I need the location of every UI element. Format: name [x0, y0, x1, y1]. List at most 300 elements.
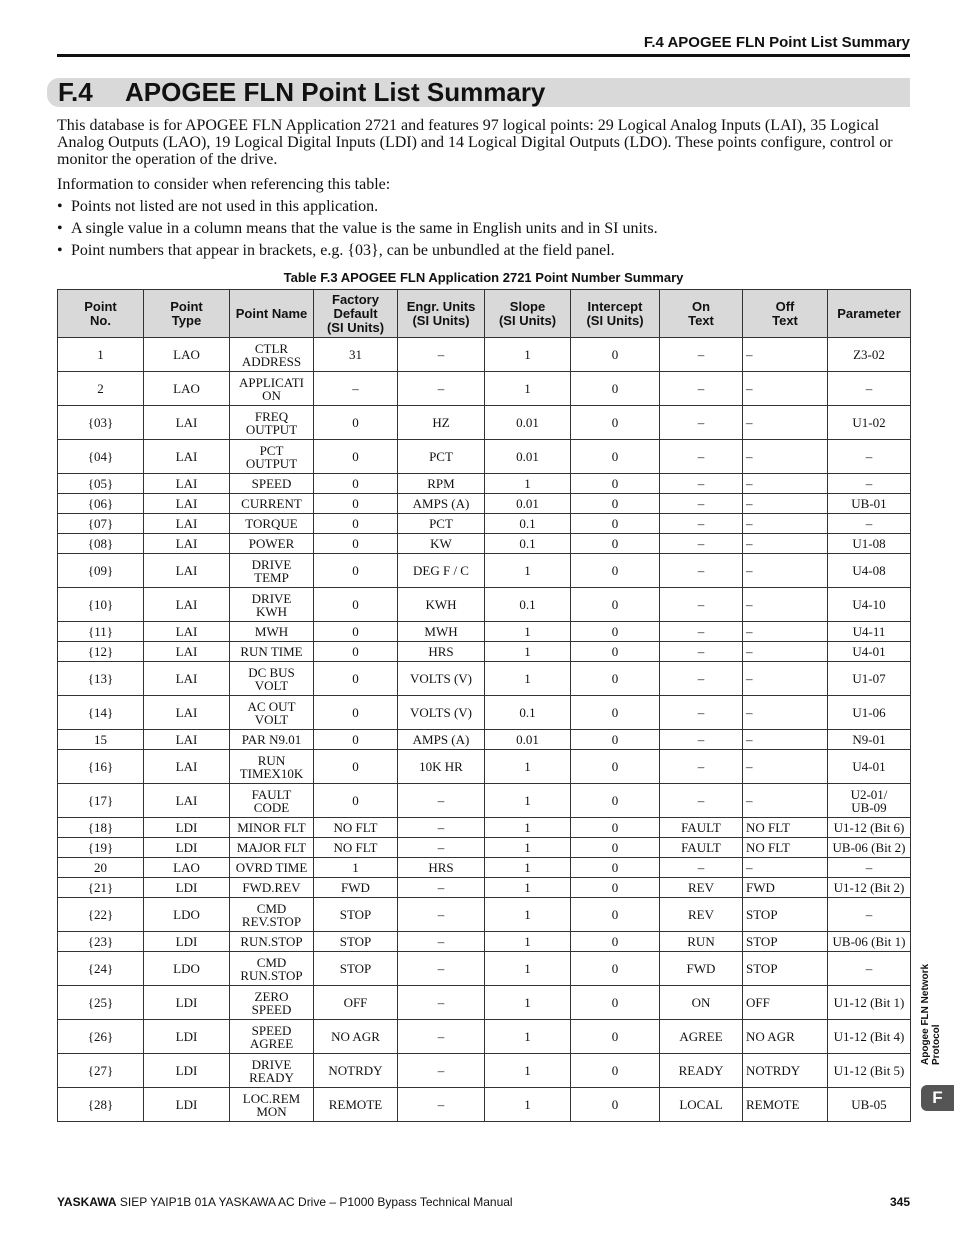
table-cell: NO AGR: [314, 1020, 398, 1054]
table-cell: 0.01: [485, 440, 571, 474]
table-cell: –: [743, 662, 828, 696]
table-cell: U1-12 (Bit 5): [828, 1054, 911, 1088]
table-cell: [230, 986, 314, 1020]
table-cell: 0: [571, 494, 660, 514]
table-cell: –: [398, 878, 485, 898]
table-cell: LAI: [144, 784, 230, 818]
table-row: [58, 588, 911, 622]
table-cell-line: DRIVE: [251, 590, 292, 606]
column-header-line: Factory: [332, 291, 379, 307]
side-tab-line: Protocol: [931, 1024, 942, 1065]
bullet-text: Points not listed are not used in this application.: [71, 198, 379, 215]
table-cell: MINOR FLT: [230, 818, 314, 838]
column-header-line: Text: [772, 312, 798, 328]
table-cell: –: [743, 730, 828, 750]
table-cell: 0: [571, 406, 660, 440]
table-cell: –: [743, 696, 828, 730]
table-row: [58, 730, 911, 750]
table-cell-line: REV.STOP: [241, 913, 302, 929]
table-cell: 0: [571, 730, 660, 750]
table-cell: {17}: [58, 784, 144, 818]
table-cell: –: [398, 932, 485, 952]
table-row: [58, 440, 911, 474]
table-cell-line: CMD: [256, 954, 287, 970]
table-cell: {06}: [58, 494, 144, 514]
column-header-line: Intercept: [587, 298, 643, 314]
table-cell: –: [660, 514, 743, 534]
table-cell: LAI: [144, 440, 230, 474]
table-cell: 2: [58, 372, 144, 406]
table-cell: U1-06: [828, 696, 911, 730]
table-cell: LDO: [144, 952, 230, 986]
table-cell: NO FLT: [314, 818, 398, 838]
table-cell: 1: [485, 952, 571, 986]
table-cell: 1: [485, 642, 571, 662]
table-cell: –: [660, 588, 743, 622]
table-cell: 0: [571, 1020, 660, 1054]
table-cell: LAI: [144, 730, 230, 750]
table-cell: –: [828, 474, 911, 494]
table-cell: 0.01: [485, 730, 571, 750]
table-cell: {22}: [58, 898, 144, 932]
table-row: [58, 952, 911, 986]
table-cell-line: VOLT: [254, 677, 289, 693]
table-cell: [230, 440, 314, 474]
table-cell: –: [743, 622, 828, 642]
table-cell: {24}: [58, 952, 144, 986]
table-cell: 1: [485, 1054, 571, 1088]
table-row: [58, 662, 911, 696]
table-cell: –: [398, 1020, 485, 1054]
table-cell: –: [398, 986, 485, 1020]
table-cell: –: [828, 952, 911, 986]
table-cell: 0.1: [485, 696, 571, 730]
table-cell: –: [660, 372, 743, 406]
table-cell: 0: [571, 858, 660, 878]
table-cell: [230, 784, 314, 818]
table-cell: 0.01: [485, 406, 571, 440]
table-cell-line: TEMP: [254, 569, 289, 585]
column-header-line: Default: [333, 305, 378, 321]
table-cell: –: [743, 474, 828, 494]
table-cell-line: VOLT: [254, 711, 289, 727]
table-row: [58, 622, 911, 642]
info-line: Information to consider when referencing this table:: [57, 176, 391, 193]
table-cell: NO FLT: [743, 818, 828, 838]
column-header-line: On: [691, 298, 711, 314]
table-cell: 0: [314, 440, 398, 474]
table-cell: LDI: [144, 838, 230, 858]
table-cell: U1-02: [828, 406, 911, 440]
column-header-line: Off: [775, 298, 795, 314]
table-cell: –: [314, 372, 398, 406]
table-cell: NO AGR: [743, 1020, 828, 1054]
table-cell: LAI: [144, 494, 230, 514]
table-cell: 1: [485, 878, 571, 898]
table-cell: {18}: [58, 818, 144, 838]
table-cell: 1: [485, 750, 571, 784]
table-cell: 0: [314, 730, 398, 750]
table-cell: 0: [571, 986, 660, 1020]
table-cell: –: [743, 534, 828, 554]
table-cell: FWD.REV: [230, 878, 314, 898]
table-cell: 1: [485, 818, 571, 838]
table-cell: {05}: [58, 474, 144, 494]
table-cell: –: [743, 494, 828, 514]
table-cell: U4-11: [828, 622, 911, 642]
table-cell: OFF: [743, 986, 828, 1020]
table-cell: STOP: [743, 932, 828, 952]
table-cell: CURRENT: [230, 494, 314, 514]
section-title-text: APOGEE FLN Point List Summary: [125, 77, 546, 107]
table-cell: LDI: [144, 1088, 230, 1122]
table-cell: LOCAL: [660, 1088, 743, 1122]
table-cell-line: PCT: [259, 442, 284, 458]
table-row: [58, 696, 911, 730]
table-cell: –: [743, 372, 828, 406]
table-cell: 1: [485, 554, 571, 588]
table-cell: VOLTS (V): [398, 662, 485, 696]
section-title: [58, 76, 545, 108]
table-cell: LDI: [144, 1020, 230, 1054]
table-cell: 0: [571, 952, 660, 986]
table-cell: {07}: [58, 514, 144, 534]
table-cell: AMPS (A): [398, 730, 485, 750]
table-cell: 0: [571, 474, 660, 494]
table-cell: 0: [314, 642, 398, 662]
table-row: [58, 406, 911, 440]
table-cell: LAI: [144, 588, 230, 622]
table-cell: UB-01: [828, 494, 911, 514]
table-cell: {25}: [58, 986, 144, 1020]
table-cell-line: ZERO: [254, 988, 289, 1004]
table-cell: LAI: [144, 696, 230, 730]
table-caption: Table F.3 APOGEE FLN Application 2721 Point Number Summary: [283, 270, 684, 285]
table-cell: –: [660, 750, 743, 784]
table-cell: REV: [660, 878, 743, 898]
table-cell: LDI: [144, 818, 230, 838]
bullet-item: [57, 220, 658, 238]
table-cell: N9-01: [828, 730, 911, 750]
table-row: [58, 642, 911, 662]
table-cell: {13}: [58, 662, 144, 696]
table-cell: FWD: [314, 878, 398, 898]
table-cell-line: CMD: [256, 900, 287, 916]
table-cell: 0: [314, 622, 398, 642]
table-cell: 0: [314, 406, 398, 440]
table-cell: REMOTE: [314, 1088, 398, 1122]
table-cell: –: [398, 784, 485, 818]
table-cell: LAI: [144, 554, 230, 588]
intro-paragraph: This database is for APOGEE FLN Application 2721 and features 97 logical points: 29 Logical Analog Inputs (LAI), 35 Logical Analog Outputs (LAO), 19 Logical Digital Inputs (LDI) and 14 Logical Digital Outputs (LDO). These points configure, control or monitor the operation of the drive.: [57, 117, 893, 168]
table-cell: 31: [314, 338, 398, 372]
table-cell: {09}: [58, 554, 144, 588]
bullet-symbol: •: [57, 242, 63, 259]
table-cell: LAI: [144, 622, 230, 642]
table-cell: [230, 406, 314, 440]
table-body: [58, 338, 911, 1122]
page-number: 345: [889, 1195, 910, 1209]
table-row: [58, 818, 911, 838]
table-cell: –: [828, 372, 911, 406]
table-cell: [230, 372, 314, 406]
column-header-line: Point: [84, 298, 117, 314]
table-cell: [230, 662, 314, 696]
table-cell: LAO: [144, 338, 230, 372]
table-cell: 1: [485, 858, 571, 878]
column-header-line: (SI Units): [586, 312, 644, 328]
table-cell: PCT: [398, 440, 485, 474]
table-cell: –: [660, 406, 743, 440]
table-cell: {21}: [58, 878, 144, 898]
table-cell: –: [660, 474, 743, 494]
table-cell: 1: [485, 1020, 571, 1054]
table-cell: UB-06 (Bit 2): [828, 838, 911, 858]
table-cell: {03}: [58, 406, 144, 440]
table-cell-line: DC BUS: [248, 664, 295, 680]
table-cell: 0.1: [485, 534, 571, 554]
table-cell: AMPS (A): [398, 494, 485, 514]
table-cell: –: [743, 554, 828, 588]
bullet-symbol: •: [57, 198, 63, 215]
table-cell: 0: [314, 514, 398, 534]
table-cell: KWH: [398, 588, 485, 622]
table-cell: –: [743, 858, 828, 878]
table-cell-line: SPEED: [251, 1022, 292, 1038]
table-cell: 0: [314, 750, 398, 784]
table-cell: LAI: [144, 750, 230, 784]
table-cell: {10}: [58, 588, 144, 622]
column-header-line: Point: [170, 298, 203, 314]
table-cell: [230, 696, 314, 730]
table-cell-line: MON: [256, 1103, 287, 1119]
table-row: [58, 932, 911, 952]
table-cell: –: [743, 514, 828, 534]
table-cell: –: [398, 372, 485, 406]
table-cell-line: AC OUT: [247, 698, 296, 714]
table-cell: [230, 588, 314, 622]
table-cell: LAO: [144, 858, 230, 878]
table-cell: 0.1: [485, 514, 571, 534]
table-cell: LAI: [144, 474, 230, 494]
table-cell: STOP: [314, 952, 398, 986]
table-cell: LAO: [144, 372, 230, 406]
table-cell: 0: [314, 474, 398, 494]
table-cell-line: KWH: [255, 603, 288, 619]
table-cell: KW: [398, 534, 485, 554]
table-cell: [828, 784, 911, 818]
table-cell: {23}: [58, 932, 144, 952]
column-header: [743, 290, 828, 338]
table-cell: STOP: [743, 898, 828, 932]
table-cell: 0: [571, 784, 660, 818]
table-cell-line: OUTPUT: [245, 455, 298, 471]
table-cell: LAI: [144, 406, 230, 440]
table-cell: –: [660, 534, 743, 554]
table-cell: {19}: [58, 838, 144, 858]
table-cell: 1: [485, 784, 571, 818]
table-cell: STOP: [314, 932, 398, 952]
table-cell: 1: [485, 622, 571, 642]
table-cell: NOTRDY: [743, 1054, 828, 1088]
table-row: [58, 372, 911, 406]
table-cell: 1: [485, 1088, 571, 1122]
column-header: [828, 290, 911, 338]
table-cell: FAULT: [660, 838, 743, 858]
table-cell: –: [743, 406, 828, 440]
table-cell: LDI: [144, 986, 230, 1020]
bullet-symbol: •: [57, 220, 63, 237]
table-cell: 0: [571, 696, 660, 730]
table-cell: 0: [571, 642, 660, 662]
table-cell: LAI: [144, 662, 230, 696]
table-cell: LAI: [144, 642, 230, 662]
table-cell: 0: [314, 534, 398, 554]
column-header: [398, 290, 485, 338]
table-cell: –: [660, 730, 743, 750]
bullet-text: Point numbers that appear in brackets, e.g. {03}, can be unbundled at the field panel.: [71, 242, 615, 259]
table-cell: FWD: [743, 878, 828, 898]
table-cell: 0: [571, 1054, 660, 1088]
table-cell: VOLTS (V): [398, 696, 485, 730]
table-cell: –: [660, 642, 743, 662]
table-cell-line: TIMEX10K: [239, 765, 304, 781]
table-cell: SPEED: [230, 474, 314, 494]
table-row: [58, 554, 911, 588]
table-cell: {11}: [58, 622, 144, 642]
table-cell: –: [660, 440, 743, 474]
table-cell: {27}: [58, 1054, 144, 1088]
table-cell: OVRD TIME: [230, 858, 314, 878]
table-cell: NOTRDY: [314, 1054, 398, 1088]
table-cell: 0.1: [485, 588, 571, 622]
table-cell: MWH: [230, 622, 314, 642]
column-header: [230, 290, 314, 338]
table-cell: 10K HR: [398, 750, 485, 784]
table-cell: 0: [571, 514, 660, 534]
table-row: [58, 838, 911, 858]
table-cell: [230, 1088, 314, 1122]
footer-text: [57, 1195, 513, 1209]
running-header: F.4 APOGEE FLN Point List Summary: [643, 34, 910, 51]
table-cell: 1: [485, 898, 571, 932]
table-cell: LDI: [144, 932, 230, 952]
table-cell: 1: [485, 338, 571, 372]
table-cell: 0: [571, 534, 660, 554]
table-cell: UB-05: [828, 1088, 911, 1122]
table-cell: [230, 898, 314, 932]
table-cell: –: [398, 1088, 485, 1122]
table-cell: RPM: [398, 474, 485, 494]
table-cell: POWER: [230, 534, 314, 554]
column-header-line: Type: [171, 312, 202, 328]
table-cell-line: FAULT: [251, 786, 292, 802]
table-cell-line: SPEED: [251, 1001, 292, 1017]
table-row: [58, 1020, 911, 1054]
column-header-line: Slope: [509, 298, 546, 314]
column-header-line: No.: [90, 312, 111, 328]
table-cell: –: [660, 662, 743, 696]
table-cell: 0: [571, 662, 660, 696]
table-cell-line: CTLR: [254, 340, 289, 356]
table-cell: {16}: [58, 750, 144, 784]
table-cell-line: LOC.REM: [242, 1090, 301, 1106]
table-cell-line: CODE: [253, 799, 290, 815]
table-cell: OFF: [314, 986, 398, 1020]
table-cell: NO FLT: [314, 838, 398, 858]
table-cell: U1-12 (Bit 2): [828, 878, 911, 898]
table-cell-line: READY: [249, 1069, 294, 1085]
table-cell-line: DRIVE: [251, 556, 292, 572]
table-cell: –: [743, 642, 828, 662]
table-cell: 1: [485, 838, 571, 858]
table-cell: {28}: [58, 1088, 144, 1122]
table-cell: [230, 750, 314, 784]
side-tab-label: [920, 963, 942, 1065]
table-cell: 1: [58, 338, 144, 372]
table-cell: LDI: [144, 878, 230, 898]
table-cell-line: AGREE: [249, 1035, 294, 1051]
table-cell: {04}: [58, 440, 144, 474]
table-cell: MWH: [398, 622, 485, 642]
table-cell: TORQUE: [230, 514, 314, 534]
table-cell: MAJOR FLT: [230, 838, 314, 858]
table-cell-line: RUN.STOP: [240, 967, 303, 983]
table-cell: RUN TIME: [230, 642, 314, 662]
table-cell-line: U2-01/: [850, 786, 888, 802]
table-cell: PCT: [398, 514, 485, 534]
table-cell-line: UB-09: [851, 799, 887, 815]
table-cell: –: [398, 818, 485, 838]
table-cell: 0: [571, 932, 660, 952]
table-row: [58, 534, 911, 554]
table-cell: –: [398, 338, 485, 372]
table-cell: AGREE: [660, 1020, 743, 1054]
table-cell: 1: [485, 932, 571, 952]
column-header-line: Parameter: [837, 305, 901, 321]
table-row: [58, 514, 911, 534]
table-cell: LAI: [144, 514, 230, 534]
table-row: [58, 878, 911, 898]
table-cell: 0: [571, 622, 660, 642]
table-cell: U4-08: [828, 554, 911, 588]
table-row: [58, 986, 911, 1020]
table-cell: –: [398, 838, 485, 858]
table-cell: RUN: [660, 932, 743, 952]
table-cell: HRS: [398, 858, 485, 878]
table-cell: U1-12 (Bit 6): [828, 818, 911, 838]
table-cell: PAR N9.01: [230, 730, 314, 750]
table-cell: 0: [571, 440, 660, 474]
table-cell: –: [660, 858, 743, 878]
column-header-line: Point Name: [235, 305, 308, 321]
table-cell: RUN.STOP: [230, 932, 314, 952]
table-cell: –: [828, 514, 911, 534]
table-cell: 0: [314, 588, 398, 622]
table-cell: –: [743, 750, 828, 784]
table-cell: U1-12 (Bit 1): [828, 986, 911, 1020]
table-cell: –: [743, 588, 828, 622]
table-cell: –: [398, 898, 485, 932]
table-cell: 15: [58, 730, 144, 750]
table-cell: 0: [314, 494, 398, 514]
table-cell: –: [828, 858, 911, 878]
table-cell: LAI: [144, 534, 230, 554]
table-cell: 0: [571, 1088, 660, 1122]
table-cell: REV: [660, 898, 743, 932]
table-cell-line: ADDRESS: [241, 353, 302, 369]
table-cell: 1: [485, 662, 571, 696]
